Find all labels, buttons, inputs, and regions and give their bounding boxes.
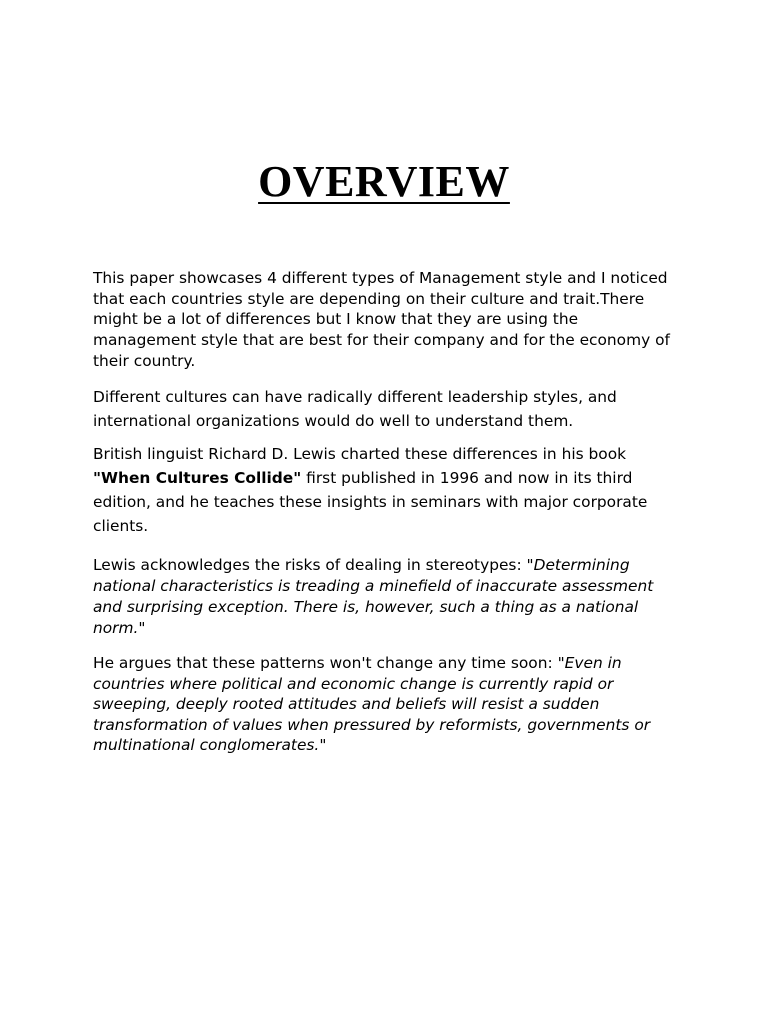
- cultures-paragraph: Different cultures can have radically different leadership styles, and international organizations would do well to understand them.: [93, 388, 617, 430]
- patterns-lead: He argues that these patterns won't change any time soon:: [93, 654, 558, 672]
- intro-paragraph: This paper showcases 4 different types of Management style and I noticed that each countries style are depending on their culture and trait.There might be a lot of differences but I know that they are using the management style that are best for their company and for the economy of their country.: [93, 269, 670, 370]
- book-title: "When Cultures Collide": [93, 469, 302, 487]
- lewis-book-lead: British linguist Richard D. Lewis charted these differences in his book: [93, 445, 627, 463]
- stereotypes-lead: Lewis acknowledges the risks of dealing in stereotypes:: [93, 556, 527, 574]
- stereotypes-paragraph: [93, 555, 683, 639]
- lewis-book-rest: first published in 1996 and now in its third edition, and he teaches these insights in seminars with major corporate clients.: [93, 469, 648, 535]
- patterns-quote: "Even in countries where political and economic change is currently rapid or sweeping, deeply rooted attitudes and beliefs will resist a sudden transformation of values when pressured by reformists, governments or multinational conglomerates.": [93, 654, 651, 755]
- page-title: [0, 156, 768, 208]
- lewis-book-paragraph: [93, 442, 683, 538]
- patterns-paragraph: [93, 653, 683, 756]
- stereotypes-quote: "Determining national characteristics is treading a minefield of inaccurate assessment and surprising exception. There is, however, such a thing as a national norm.": [93, 556, 654, 638]
- page-title-text: OVERVIEW: [258, 157, 510, 206]
